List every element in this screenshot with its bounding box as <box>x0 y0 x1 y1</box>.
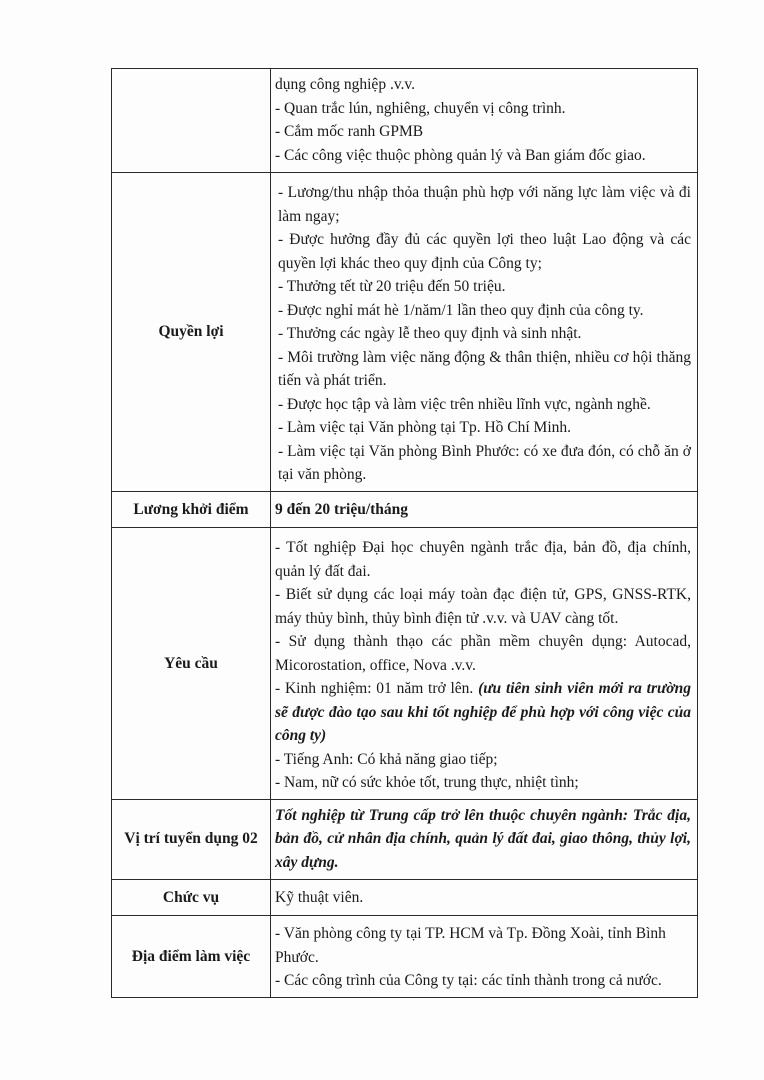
requirement-line: - Tốt nghiệp Đại học chuyên ngành trắc địa, bản đồ, địa chính, quản lý đất đai. <box>275 539 691 580</box>
requirements-cell <box>271 528 698 800</box>
requirement-line: - Biết sử dụng các loại máy toàn đạc điện tử, GPS, GNSS-RTK, máy thủy bình, thủy bình điện tử .v.v. và UAV càng tốt. <box>275 586 691 627</box>
experience-note: (ưu tiên sinh viên mới ra trường sẽ được đào tạo sau khi tốt nghiệp để phù hợp với công việc của công ty) <box>275 680 691 744</box>
benefit-line: - Lương/thu nhập thỏa thuận phù hợp với năng lực làm việc và đi làm ngay; <box>278 184 691 225</box>
row-label-empty <box>112 69 271 173</box>
recruitment-table <box>111 68 698 998</box>
requirement-line: - Tiếng Anh: Có khả năng giao tiếp; <box>275 750 498 768</box>
duty-line: - Các công việc thuộc phòng quản lý và Ban giám đốc giao. <box>275 146 646 164</box>
position-value: Tốt nghiệp từ Trung cấp trở lên thuộc chuyên ngành: Trắc địa, bản đồ, cử nhân địa chính, quản lý đất đai, giao thông, thủy lợi, xây dựng. <box>271 799 698 879</box>
benefit-line: - Được học tập và làm việc trên nhiều lĩnh vực, ngành nghề. <box>278 395 651 413</box>
benefits-cell <box>271 173 698 492</box>
duty-line: - Quan trắc lún, nghiêng, chuyển vị công trình. <box>275 99 566 117</box>
benefit-line: - Môi trường làm việc năng động & thân thiện, nhiều cơ hội thăng tiến và phát triển. <box>278 348 691 389</box>
title-label: Chức vụ <box>112 879 271 916</box>
experience-prefix: - Kinh nghiệm: 01 năm trở lên. <box>275 680 479 697</box>
location-cell <box>271 916 698 998</box>
duty-line: dụng công nghiệp .v.v. <box>275 76 416 93</box>
table-row-duties-continued <box>112 69 698 173</box>
salary-value: 9 đến 20 triệu/tháng <box>271 491 698 528</box>
table-row-benefits <box>112 173 698 492</box>
title-value: Kỹ thuật viên. <box>271 879 698 916</box>
requirement-line: - Sử dụng thành thạo các phần mềm chuyên dụng: Autocad, Micorostation, office, Nova .v.v. <box>275 633 691 674</box>
benefit-line: - Làm việc tại Văn phòng tại Tp. Hồ Chí Minh. <box>278 419 572 436</box>
benefit-line: - Thưởng tết từ 20 triệu đến 50 triệu. <box>278 278 506 295</box>
requirement-line: - Nam, nữ có sức khỏe tốt, trung thực, nhiệt tình; <box>275 774 579 791</box>
benefit-line: - Làm việc tại Văn phòng Bình Phước: có xe đưa đón, có chỗ ăn ở tại văn phòng. <box>278 442 691 483</box>
duty-line: - Cắm mốc ranh GPMB <box>275 123 424 140</box>
table-row-location <box>112 916 698 998</box>
table-row-salary <box>112 491 698 528</box>
table-row-position <box>112 799 698 879</box>
requirements-label: Yêu cầu <box>112 528 271 800</box>
benefits-label: Quyền lợi <box>112 173 271 492</box>
location-line: - Các công trình của Công ty tại: các tỉnh thành trong cả nước. <box>275 972 662 989</box>
benefit-line: - Được nghỉ mát hè 1/năm/1 lần theo quy định của công ty. <box>278 301 644 319</box>
table-row-title <box>112 879 698 916</box>
duties-cell <box>271 69 698 173</box>
location-line: - Văn phòng công ty tại TP. HCM và Tp. Đồng Xoài, tỉnh Bình Phước. <box>275 925 666 966</box>
requirement-experience <box>275 677 691 748</box>
table-row-requirements <box>112 528 698 800</box>
location-label: Địa điểm làm việc <box>112 916 271 998</box>
salary-label: Lương khởi điểm <box>112 491 271 528</box>
benefit-line: - Được hưởng đầy đủ các quyền lợi theo luật Lao động và các quyền lợi khác theo quy định của Công ty; <box>278 231 691 272</box>
benefit-line: - Thưởng các ngày lễ theo quy định và sinh nhật. <box>278 325 582 342</box>
position-label: Vị trí tuyển dụng 02 <box>112 799 271 879</box>
